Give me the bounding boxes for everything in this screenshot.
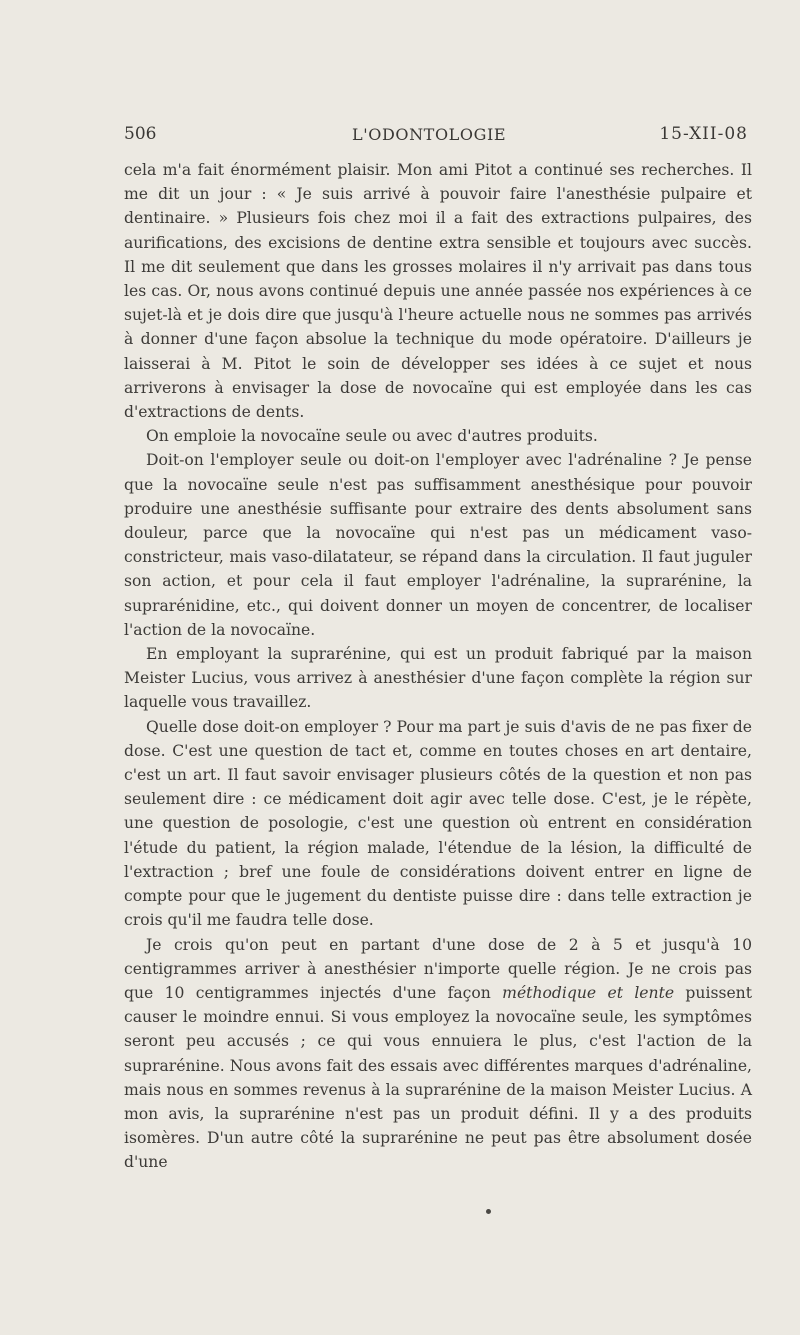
issue-date: 15-XII-08 [659, 124, 748, 144]
paragraph: cela m'a fait énormément plaisir. Mon ami Pitot a continué ses recherches. Il me dit un jour : « Je suis arrivé à pouvoir faire l'anesthésie pulpaire et dentinaire. » Plusieurs fois chez moi il a fait des extractions pulpaires, des aurifications, des excisions de dentine extra sensible et toujours avec succès. Il me dit seulement que dans les grosses molaires il n'y arrivait pas dans tous les cas. Or, nous avons continué depuis une année passée nos expériences à ce sujet-là et je dois dire que jusqu'à l'heure actuelle nous ne sommes pas arrivés à donner d'une façon absolue la technique du mode opératoire. D'ailleurs je laisserai à M. Pitot le soin de développer ses idées à ce sujet et nous arriverons à envisager la dose de novocaïne qui est employée dans les cas d'extractions de dents. [124, 161, 752, 422]
page-number: 506 [124, 124, 157, 144]
italic-phrase: méthodique et lente [502, 983, 675, 1002]
paragraph-text: puissent causer le moindre ennui. Si vous employez la novocaïne seule, les symptômes seront peu accusés ; ce qui vous ennuiera le plus, c'est l'action de la suprarénine. Nous avons fait des essais avec différentes marques d'adrénaline, mais nous en sommes revenus à la suprarénine de la maison Meister Lucius. A mon avis, la suprarénine n'est pas un produit défini. Il y a des produits isomères. D'un autre côté la suprarénine ne peut pas être absolument dosée d'une [124, 983, 752, 1172]
running-header [124, 124, 748, 154]
paragraph-text: Je crois qu'on peut en partant d'une dose de 2 à 5 et jusqu'à 10 centigrammes arriver à anesthésier n'importe quelle région. Je ne crois pas que 10 centigrammes injectés d'une façon [124, 935, 752, 1002]
paragraph-last [124, 933, 752, 1175]
paragraph: En employant la suprarénine, qui est un produit fabriqué par la maison Meister Lucius, vous arrivez à anesthésier d'une façon complète la région sur laquelle vous travaillez. [124, 645, 752, 712]
paragraph: Doit-on l'employer seule ou doit-on l'employer avec l'adrénaline ? Je pense que la novocaïne seule n'est pas suffisamment anesthésique pour pouvoir produire une anesthésie suffisante pour extraire des dents absolument sans douleur, parce que la novocaïne qui n'est pas un médicament vaso-constricteur, mais vaso-dilatateur, se répand dans la circulation. Il faut juguler son action, et pour cela il faut employer l'adrénaline, la suprarénine, la suprarénidine, etc., qui doivent donner un moyen de concentrer, de localiser l'action de la novocaïne. [124, 451, 752, 639]
signature-mark [486, 1209, 491, 1214]
body-text [124, 158, 752, 1175]
paragraph: Quelle dose doit-on employer ? Pour ma part je suis d'avis de ne pas fixer de dose. C'est une question de tact et, comme en toutes choses en art dentaire, c'est un art. Il faut savoir envisager plusieurs côtés de la question et non pas seulement dire : ce médicament doit agir avec telle dose. C'est, je le répète, une question de posologie, c'est une question où entrent en considération l'étude du patient, la région malade, l'étendue de la lésion, la difficulté de l'extraction ; bref une foule de considérations doivent entrer en ligne de compte pour que le jugement du dentiste puisse dire : dans telle extraction je crois qu'il me faudra telle dose. [124, 717, 752, 930]
journal-title: L'ODONTOLOGIE [352, 125, 507, 144]
paragraph: On emploie la novocaïne seule ou avec d'autres produits. [146, 427, 598, 446]
